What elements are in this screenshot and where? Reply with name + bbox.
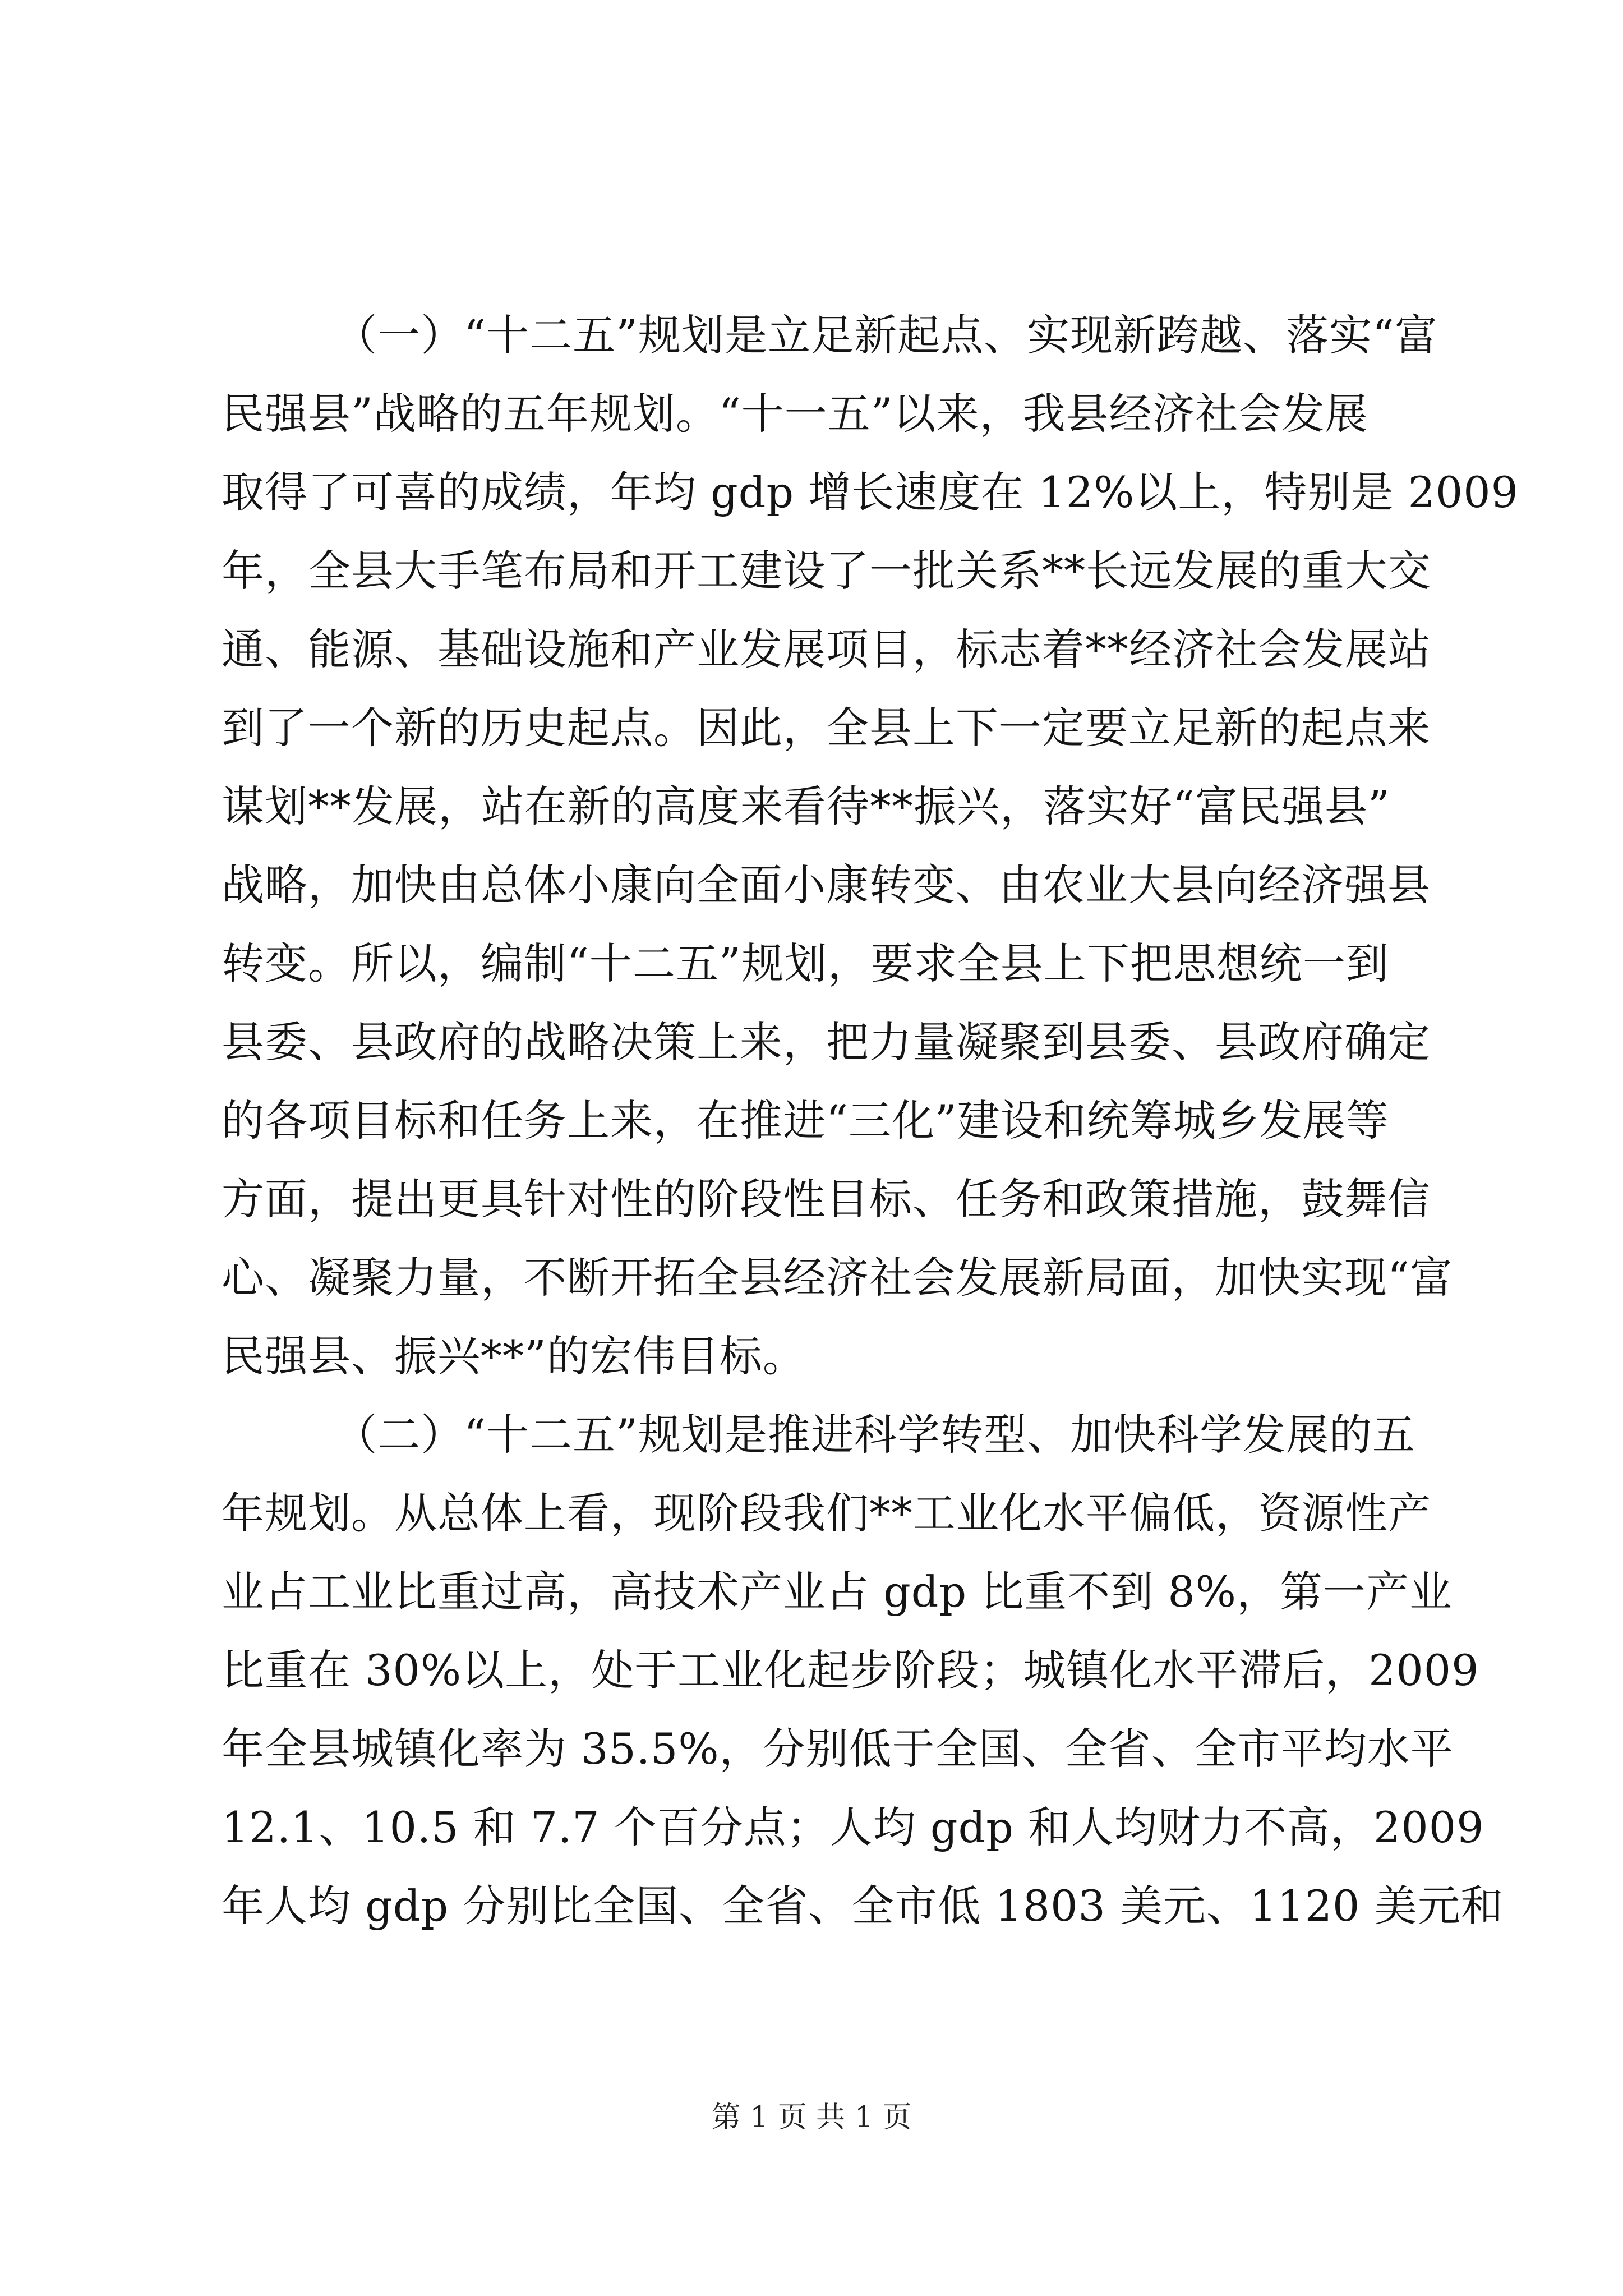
text-line: 战略，加快由总体小康向全面小康转变、由农业大县向经济强县	[222, 860, 1431, 910]
text-line: 转变。所以，编制“十二五”规划，要求全县上下把思想统一到	[222, 938, 1389, 988]
text-line: 心、凝聚力量，不断开拓全县经济社会发展新局面，加快实现“富	[222, 1253, 1453, 1303]
text-line: 业占工业比重过高，高技术产业占 gdp 比重不到 8%，第一产业	[222, 1567, 1453, 1617]
text-line: 年，全县大手笔布局和开工建设了一批关系**长远发展的重大交	[222, 546, 1431, 596]
text-line: 民强县、振兴**”的宏伟目标。	[222, 1331, 806, 1381]
text-line: 的各项目标和任务上来，在推进“三化”建设和统筹城乡发展等	[222, 1096, 1389, 1145]
text-line: 通、能源、基础设施和产业发展项目，标志着**经济社会发展站	[222, 624, 1431, 674]
page-number-footer: 第 1 页 共 1 页	[711, 2101, 912, 2134]
text-line: 取得了可喜的成绩，年均 gdp 增长速度在 12%以上，特别是 2009	[222, 467, 1519, 517]
text-line: 年全县城镇化率为 35.5%，分别低于全国、全省、全市平均水平	[222, 1724, 1454, 1774]
text-line: 方面，提出更具针对性的阶段性目标、任务和政策措施，鼓舞信	[222, 1174, 1431, 1224]
text-line: 谋划**发展，站在新的高度来看待**振兴，落实好“富民强县”	[222, 781, 1390, 831]
text-line: （二）“十二五”规划是推进科学转型、加快科学发展的五	[222, 1410, 1415, 1460]
text-line: （一）“十二五”规划是立足新起点、实现新跨越、落实“富	[222, 310, 1438, 360]
text-line: 年规划。从总体上看，现阶段我们**工业化水平偏低，资源性产	[222, 1488, 1431, 1538]
text-line: 12.1、10.5 和 7.7 个百分点；人均 gdp 和人均财力不高，2009	[222, 1802, 1484, 1852]
text-line: 年人均 gdp 分别比全国、全省、全市低 1803 美元、1120 美元和	[222, 1881, 1504, 1931]
text-line: 民强县”战略的五年规划。“十一五”以来，我县经济社会发展	[222, 389, 1368, 439]
text-line: 县委、县政府的战略决策上来，把力量凝聚到县委、县政府确定	[222, 1017, 1431, 1067]
text-line: 到了一个新的历史起点。因此，全县上下一定要立足新的起点来	[222, 703, 1431, 753]
document-body	[222, 296, 1519, 1945]
text-line: 比重在 30%以上，处于工业化起步阶段；城镇化水平滞后，2009	[222, 1645, 1479, 1695]
